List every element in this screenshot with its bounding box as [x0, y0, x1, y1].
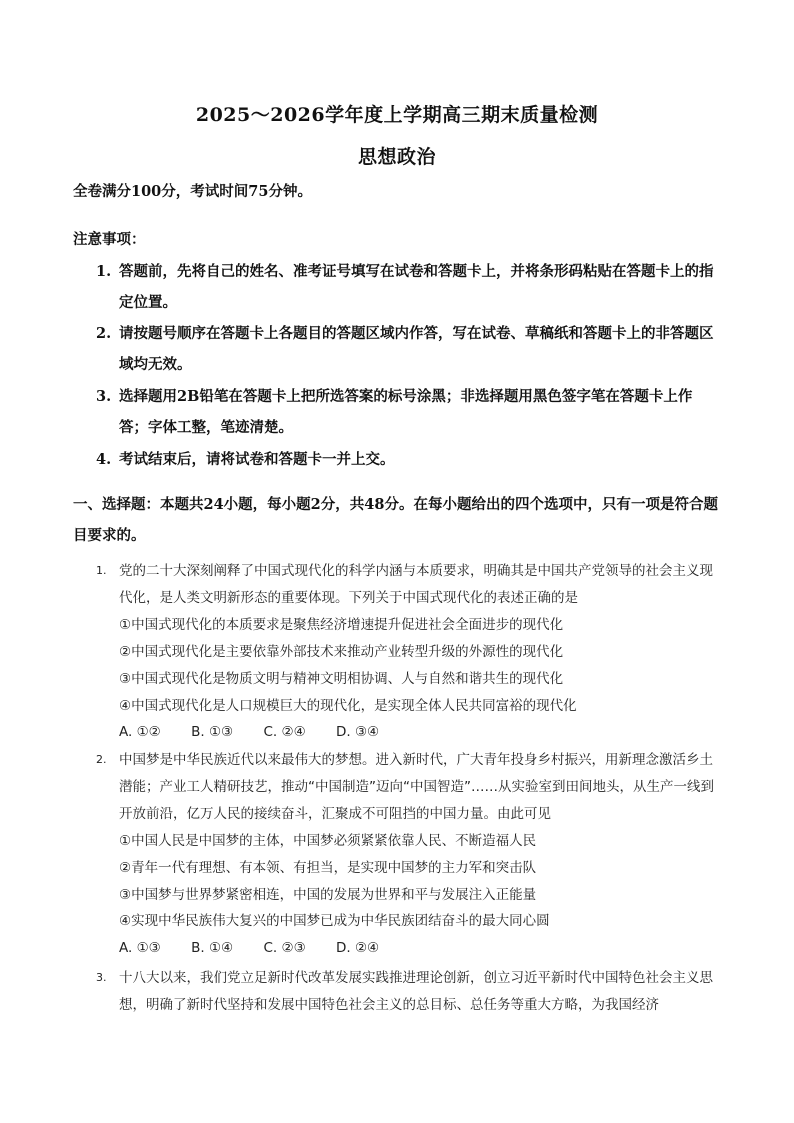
option-c: C. ②③	[263, 940, 306, 957]
question-stem: 十八大以来，我们党立足新时代改革发展实践推进理论创新，创立习近平新时代中国特色社会主义思想，明确了新时代坚持和发展中国特色社会主义的总目标、总任务等重大方略，为我国经济	[119, 970, 713, 1013]
question-3	[96, 965, 718, 1019]
question-number: 3.	[96, 971, 107, 984]
note-text: 答题前，先将自己的姓名、准考证号填写在试卷和答题卡上，并将条形码粘贴在答题卡上的指定位置。	[119, 263, 714, 311]
option-a: A. ①③	[119, 940, 161, 957]
subject-title: 思想政治	[357, 146, 436, 168]
statement: ③中国式现代化是物质文明与精神文明相协调、人与自然和谐共生的现代化	[119, 670, 564, 687]
statement: ②中国式现代化是主要依靠外部技术来推动产业转型升级的外源性的现代化	[119, 643, 564, 660]
note-item	[96, 444, 721, 475]
section-heading-text: 一、选择题：本题共24小题，每小题2分，共48分。在每小题给出的四个选项中，只有一项是符合题目要求的。	[73, 496, 718, 544]
statement: ②青年一代有理想、有本领、有担当，是实现中国梦的主力军和突击队	[119, 859, 537, 876]
question-number: 2.	[96, 753, 107, 766]
statement: ①中国式现代化的本质要求是聚焦经济增速提升促进社会全面进步的现代化	[119, 616, 564, 633]
note-number: 1.	[96, 263, 112, 280]
statement: ③中国梦与世界梦紧密相连，中国的发展为世界和平与发展注入正能量	[119, 886, 537, 903]
option-c: C. ②④	[263, 724, 306, 741]
note-item	[96, 256, 721, 318]
option-d: D. ③④	[335, 724, 380, 741]
statement: ④中国式现代化是人口规模巨大的现代化，是实现全体人民共同富裕的现代化	[119, 697, 577, 714]
note-text: 考试结束后，请将试卷和答题卡一并上交。	[119, 451, 395, 468]
statement: ①中国人民是中国梦的主体，中国梦必须紧紧依靠人民、不断造福人民	[119, 832, 537, 849]
note-number: 2.	[96, 325, 112, 342]
option-d: D. ②④	[335, 940, 380, 957]
question-1	[96, 558, 718, 746]
notes-heading: 注意事项：	[73, 231, 146, 248]
statement: ④实现中华民族伟大复兴的中国梦已成为中华民族团结奋斗的最大同心圆	[119, 913, 550, 930]
exam-info: 全卷满分100分，考试时间75分钟。	[73, 183, 312, 200]
option-a: A. ①②	[119, 724, 161, 741]
note-text: 选择题用2B铅笔在答题卡上把所选答案的标号涂黑；非选择题用黑色签字笔在答题卡上作答；字体工整，笔迹清楚。	[119, 388, 693, 436]
answer-options	[96, 935, 718, 962]
note-item	[96, 381, 721, 443]
question-2	[96, 747, 718, 962]
answer-options	[96, 719, 718, 746]
section-heading	[73, 489, 721, 551]
note-number: 4.	[96, 451, 112, 468]
note-number: 3.	[96, 388, 112, 405]
note-item	[96, 318, 721, 380]
question-stem: 党的二十大深刻阐释了中国式现代化的科学内涵与本质要求，明确其是中国共产党领导的社会主义现代化，是人类文明新形态的重要体现。下列关于中国式现代化的表述正确的是	[119, 563, 713, 606]
option-b: B. ①④	[191, 940, 234, 957]
exam-title: 2025～2026学年度上学期高三期末质量检测	[195, 104, 599, 126]
option-b: B. ①③	[191, 724, 234, 741]
note-text: 请按题号顺序在答题卡上各题目的答题区域内作答，写在试卷、草稿纸和答题卡上的非答题区域均无效。	[119, 325, 714, 373]
question-number: 1.	[96, 564, 107, 577]
question-stem: 中国梦是中华民族近代以来最伟大的梦想。进入新时代，广大青年投身乡村振兴，用新理念激活乡土潜能；产业工人精研技艺，推动“中国制造”迈向“中国智造”……从实验室到田间地头，从生产一线到开放前沿，亿万人民的接续奋斗，汇聚成不可阻挡的中国力量。由此可见	[119, 752, 714, 822]
